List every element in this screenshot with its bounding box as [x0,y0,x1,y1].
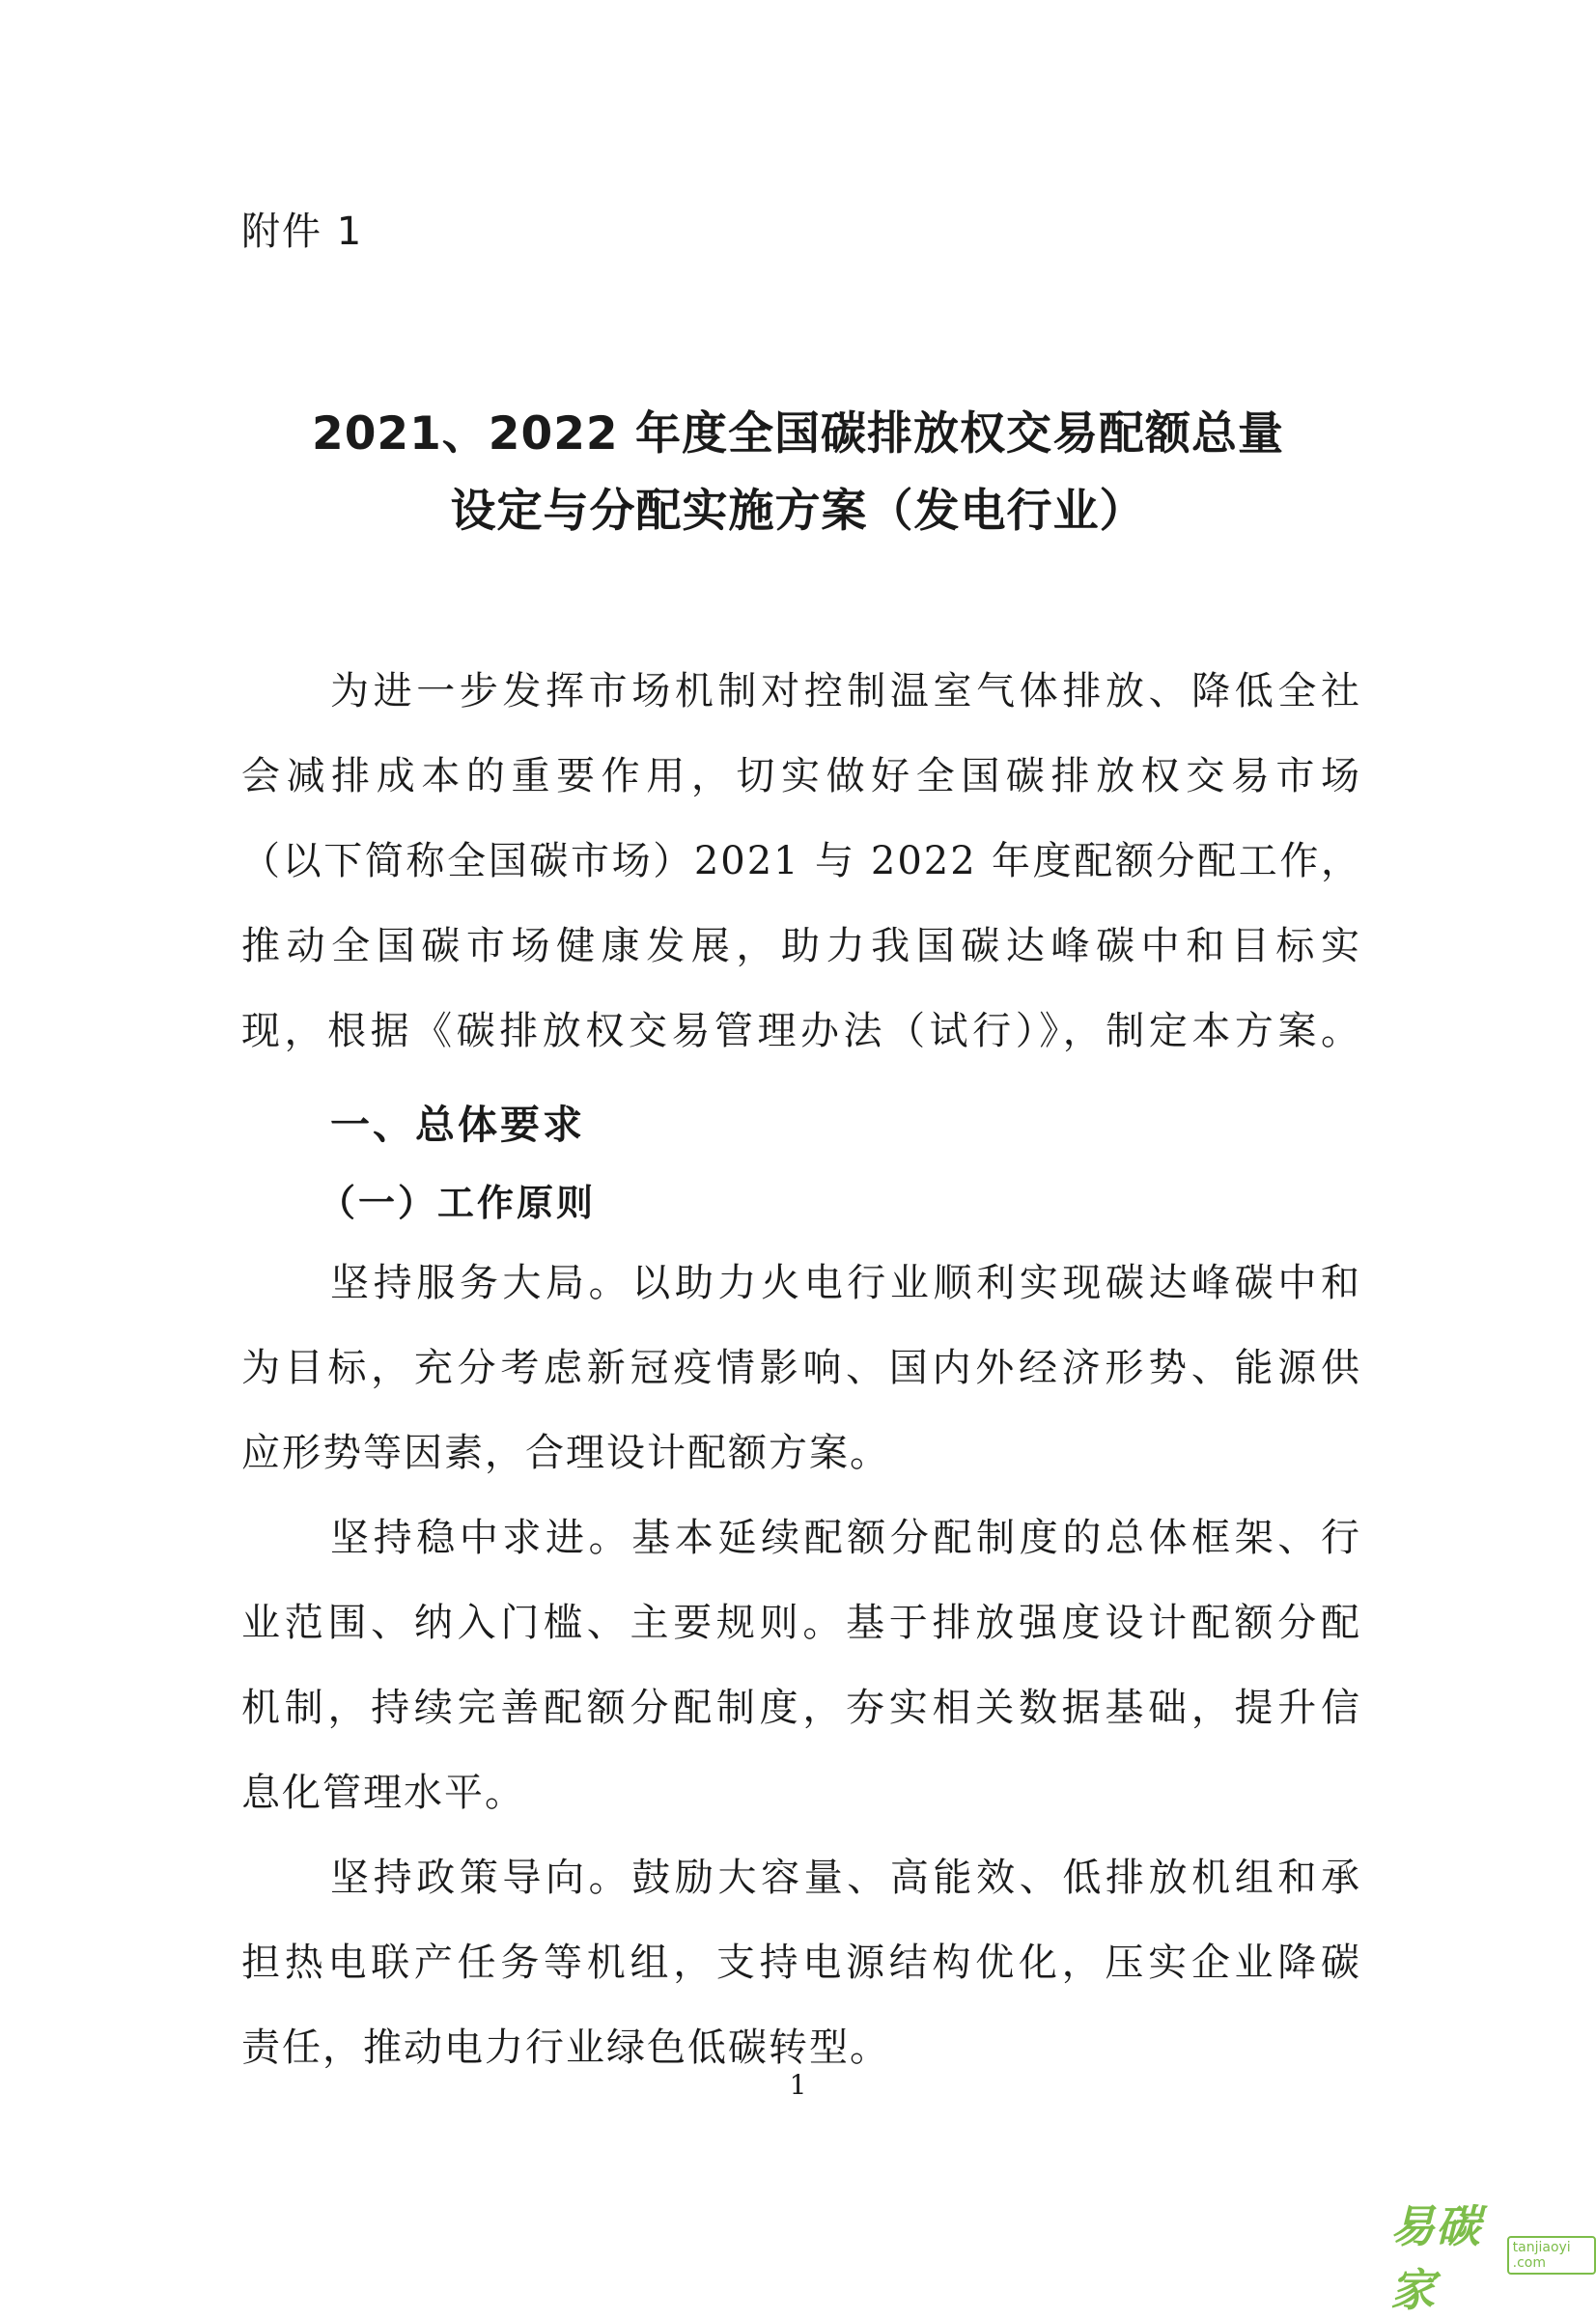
watermark-logo [1390,2192,1596,2319]
principle-2-line: 坚持稳中求进。基本延续配额分配制度的总体框架、行 [330,1516,1361,1560]
intro-line: 现，根据《碳排放权交易管理办法（试行）》，制定本方案。 [241,1009,1361,1053]
watermark-url: tanjiaoyi .com [1507,2236,1596,2275]
principle-3-line: 担热电联产任务等机组，支持电源结构优化，压实企业降碳 [241,1941,1361,1985]
principle-1-line: 坚持服务大局。以助力火电行业顺利实现碳达峰碳中和 [330,1261,1361,1305]
section-heading: 一、总体要求 [330,1102,585,1148]
page-number: 1 [789,2069,807,2101]
document-title-line-2: 设定与分配实施方案（发电行业） [450,485,1146,538]
principle-2-line: 机制，持续完善配额分配制度，夯实相关数据基础，提升信 [241,1686,1361,1730]
principle-2-line: 息化管理水平。 [241,1771,525,1815]
intro-line: 推动全国碳市场健康发展，助力我国碳达峰碳中和目标实 [241,924,1361,968]
principle-1-line: 应形势等因素，合理设计配额方案。 [241,1431,890,1475]
subsection-heading: （一）工作原则 [319,1182,597,1224]
intro-line: 为进一步发挥市场机制对控制温室气体排放、降低全社 [330,669,1361,713]
principle-3-line: 责任，推动电力行业绿色低碳转型。 [241,2026,890,2070]
intro-line: （以下简称全国碳市场）2021 与 2022 年度配额分配工作， [241,839,1361,883]
principle-2-line: 业范围、纳入门槛、主要规则。基于排放强度设计配额分配 [241,1601,1361,1645]
principle-1-line: 为目标，充分考虑新冠疫情影响、国内外经济形势、能源供 [241,1346,1361,1390]
principle-3-line: 坚持政策导向。鼓励大容量、高能效、低排放机组和承 [330,1856,1361,1900]
attachment-label: 附件 1 [241,210,364,254]
watermark-text: 易碳家 [1390,2200,1481,2316]
document-title-line-1: 2021、2022 年度全国碳排放权交易配额总量 [312,407,1284,461]
intro-line: 会减排成本的重要作用，切实做好全国碳排放权交易市场 [241,754,1361,798]
